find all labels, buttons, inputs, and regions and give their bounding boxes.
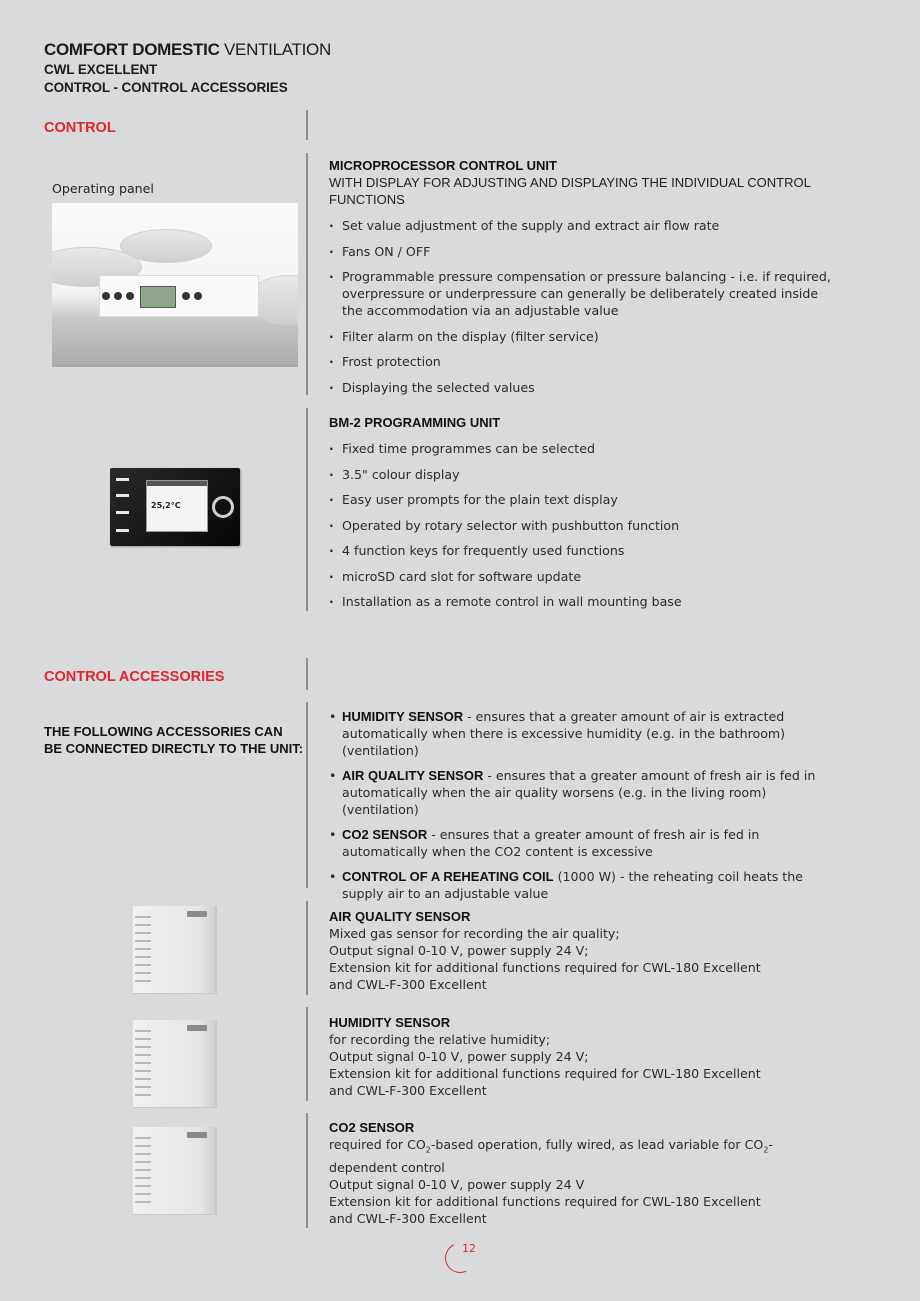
accessory-name: HUMIDITY SENSOR	[342, 709, 464, 724]
air-quality-title: AIR QUALITY SENSOR	[329, 909, 471, 924]
humidity-title: HUMIDITY SENSOR	[329, 1015, 451, 1030]
vent-line	[135, 1070, 151, 1072]
bm2-screen	[146, 480, 208, 532]
vent-line	[135, 1062, 151, 1064]
bm2-bullets	[329, 440, 839, 610]
spec-line	[329, 1136, 839, 1176]
vent-line	[135, 1094, 151, 1096]
accessory-name: AIR QUALITY SENSOR	[342, 768, 484, 783]
vent-line	[135, 1078, 151, 1080]
operating-panel-label: Operating panel	[52, 181, 154, 196]
bullet-item: · Easy user prompts for the plain text display	[329, 491, 839, 508]
spec-line: Extension kit for additional functions required for CWL-180 Excellent and CWL-F-300 Excellent	[329, 1193, 761, 1226]
function-key	[116, 494, 129, 497]
text: -based operation, fully wired, as lead variable for CO	[430, 1137, 764, 1152]
vent-line	[135, 1046, 151, 1048]
text: required for CO	[329, 1137, 426, 1152]
spec-line: Output signal 0-10 V, power supply 24 V;	[329, 1049, 589, 1064]
air-quality-sensor-block	[329, 908, 839, 993]
vent-line	[135, 1169, 151, 1171]
accessories-list-block	[329, 708, 839, 910]
divider	[306, 658, 308, 690]
screen-temperature: 25,2°C	[151, 501, 181, 510]
bullet-item: · microSD card slot for software update	[329, 568, 839, 585]
spec-line: Output signal 0-10 V, power supply 24 V	[329, 1176, 585, 1192]
vent-line	[135, 916, 151, 918]
vent-line	[135, 1086, 151, 1088]
bullet-item: · Fixed time programmes can be selected	[329, 440, 839, 457]
accessory-desc: (1000 W) - the reheating coil heats the supply air to an adjustable value	[342, 869, 803, 901]
accessory-desc: - ensures that a greater amount of air is extracted automatically when there is excessive humidity (e.g. in the bathroom) (ventilation)	[342, 709, 786, 758]
bullet-item: · Displaying the selected values	[329, 379, 839, 396]
panel-button	[126, 292, 134, 300]
section-title-control: CONTROL	[44, 120, 116, 136]
accessory-list-item	[329, 826, 839, 860]
accessory-list-item	[329, 767, 839, 818]
subtitle-product: CWL EXCELLENT	[44, 62, 158, 77]
humidity-sensor-block	[329, 1014, 839, 1099]
divider	[306, 153, 308, 395]
bullet-item: · 4 function keys for frequently used functions	[329, 542, 839, 559]
spec-line: Mixed gas sensor for recording the air quality;	[329, 926, 620, 941]
vent-line	[135, 1177, 151, 1179]
co2-sensor-block	[329, 1119, 839, 1227]
spec-line: Extension kit for additional functions required for CWL-180 Excellent and CWL-F-300 Excellent	[329, 960, 761, 992]
divider	[306, 1007, 308, 1101]
bm2-programming-unit-photo	[110, 468, 240, 546]
brand-logo	[187, 911, 207, 917]
microprocessor-subtitle: WITH DISPLAY FOR ADJUSTING AND DISPLAYING THE INDIVIDUAL CONTROL FUNCTIONS	[329, 175, 811, 207]
panel-button	[102, 292, 110, 300]
divider	[306, 110, 308, 140]
microprocessor-bullets	[329, 217, 839, 396]
bullet-item: · Programmable pressure compensation or pressure balancing - i.e. if required, overpressure or underpressure can generally be deliberately created inside the accommodation via an adjustable value	[329, 268, 839, 319]
panel-button	[194, 292, 202, 300]
operating-panel-photo	[52, 203, 298, 367]
panel-button	[182, 292, 190, 300]
accessory-name: CONTROL OF A REHEATING COIL	[342, 869, 554, 884]
subscript: 2	[763, 1145, 769, 1155]
control-panel-box	[99, 275, 259, 317]
accessory-name: CO2 SENSOR	[342, 827, 428, 842]
co2-sensor-photo	[133, 1127, 217, 1215]
brand-logo	[187, 1025, 207, 1031]
accessory-desc: - ensures that a greater amount of fresh air is fed in automatically when the CO2 content is excessive	[342, 827, 760, 859]
divider	[306, 901, 308, 995]
vent-line	[135, 1161, 151, 1163]
function-key	[116, 529, 129, 532]
subscript: 2	[425, 1145, 431, 1155]
bullet-item: · Installation as a remote control in wall mounting base	[329, 593, 839, 610]
section-title-accessories: CONTROL ACCESSORIES	[44, 669, 225, 685]
accessory-desc: - ensures that a greater amount of fresh air is fed in automatically when the air quality worsens (e.g. in the living room) (ventilation)	[342, 768, 816, 817]
page-number: 12	[462, 1242, 476, 1255]
bullet-item: · Frost protection	[329, 353, 839, 370]
vent-line	[135, 1054, 151, 1056]
divider	[306, 408, 308, 611]
co2-title: CO2 SENSOR	[329, 1120, 415, 1135]
bullet-item: · Fans ON / OFF	[329, 243, 839, 260]
vent-line	[135, 1145, 151, 1147]
brand-logo	[187, 1132, 207, 1138]
lcd-display	[140, 286, 176, 308]
bullet-item: · 3.5" colour display	[329, 466, 839, 483]
vent-line	[135, 948, 151, 950]
spec-line: Extension kit for additional functions required for CWL-180 Excellent and CWL-F-300 Excellent	[329, 1066, 761, 1098]
function-key	[116, 478, 129, 481]
screen-bar	[147, 481, 207, 486]
accessory-list-item	[329, 708, 839, 759]
vent-line	[135, 1030, 151, 1032]
vent-line	[135, 1137, 151, 1139]
spec-line: for recording the relative humidity;	[329, 1032, 551, 1047]
accessory-list-item	[329, 868, 839, 902]
accessories-list	[329, 708, 839, 902]
vent-line	[135, 964, 151, 966]
vent-line	[135, 940, 151, 942]
page-title	[44, 40, 331, 60]
text: -dependent control	[329, 1137, 773, 1175]
vent-line	[135, 1153, 151, 1155]
humidity-sensor-photo	[133, 1020, 217, 1108]
spec-line: Output signal 0-10 V, power supply 24 V;	[329, 943, 589, 958]
vent-line	[135, 1038, 151, 1040]
bullet-item: · Operated by rotary selector with pushbutton function	[329, 517, 839, 534]
vent-line	[135, 972, 151, 974]
vent-line	[135, 1185, 151, 1187]
vent-line	[135, 932, 151, 934]
vent-line	[135, 1193, 151, 1195]
vent-line	[135, 924, 151, 926]
vent-line	[135, 980, 151, 982]
rotary-selector	[212, 496, 234, 518]
accessories-lead: THE FOLLOWING ACCESSORIES CAN BE CONNECTED DIRECTLY TO THE UNIT:	[44, 724, 304, 756]
bm2-block	[329, 414, 839, 619]
bullet-item: · Filter alarm on the display (filter service)	[329, 328, 839, 345]
title-bold: COMFORT DOMESTIC	[44, 40, 220, 59]
subtitle-section: CONTROL - CONTROL ACCESSORIES	[44, 80, 288, 95]
divider	[306, 702, 308, 888]
function-key	[116, 511, 129, 514]
divider	[306, 1113, 308, 1228]
vent-line	[135, 1201, 151, 1203]
bm2-title: BM-2 PROGRAMMING UNIT	[329, 415, 501, 430]
panel-button	[114, 292, 122, 300]
title-light: VENTILATION	[224, 40, 331, 59]
microprocessor-title: MICROPROCESSOR CONTROL UNIT	[329, 158, 557, 173]
microprocessor-block	[329, 157, 839, 404]
bullet-item: · Set value adjustment of the supply and extract air flow rate	[329, 217, 839, 234]
air-quality-sensor-photo	[133, 906, 217, 994]
vent-line	[135, 956, 151, 958]
